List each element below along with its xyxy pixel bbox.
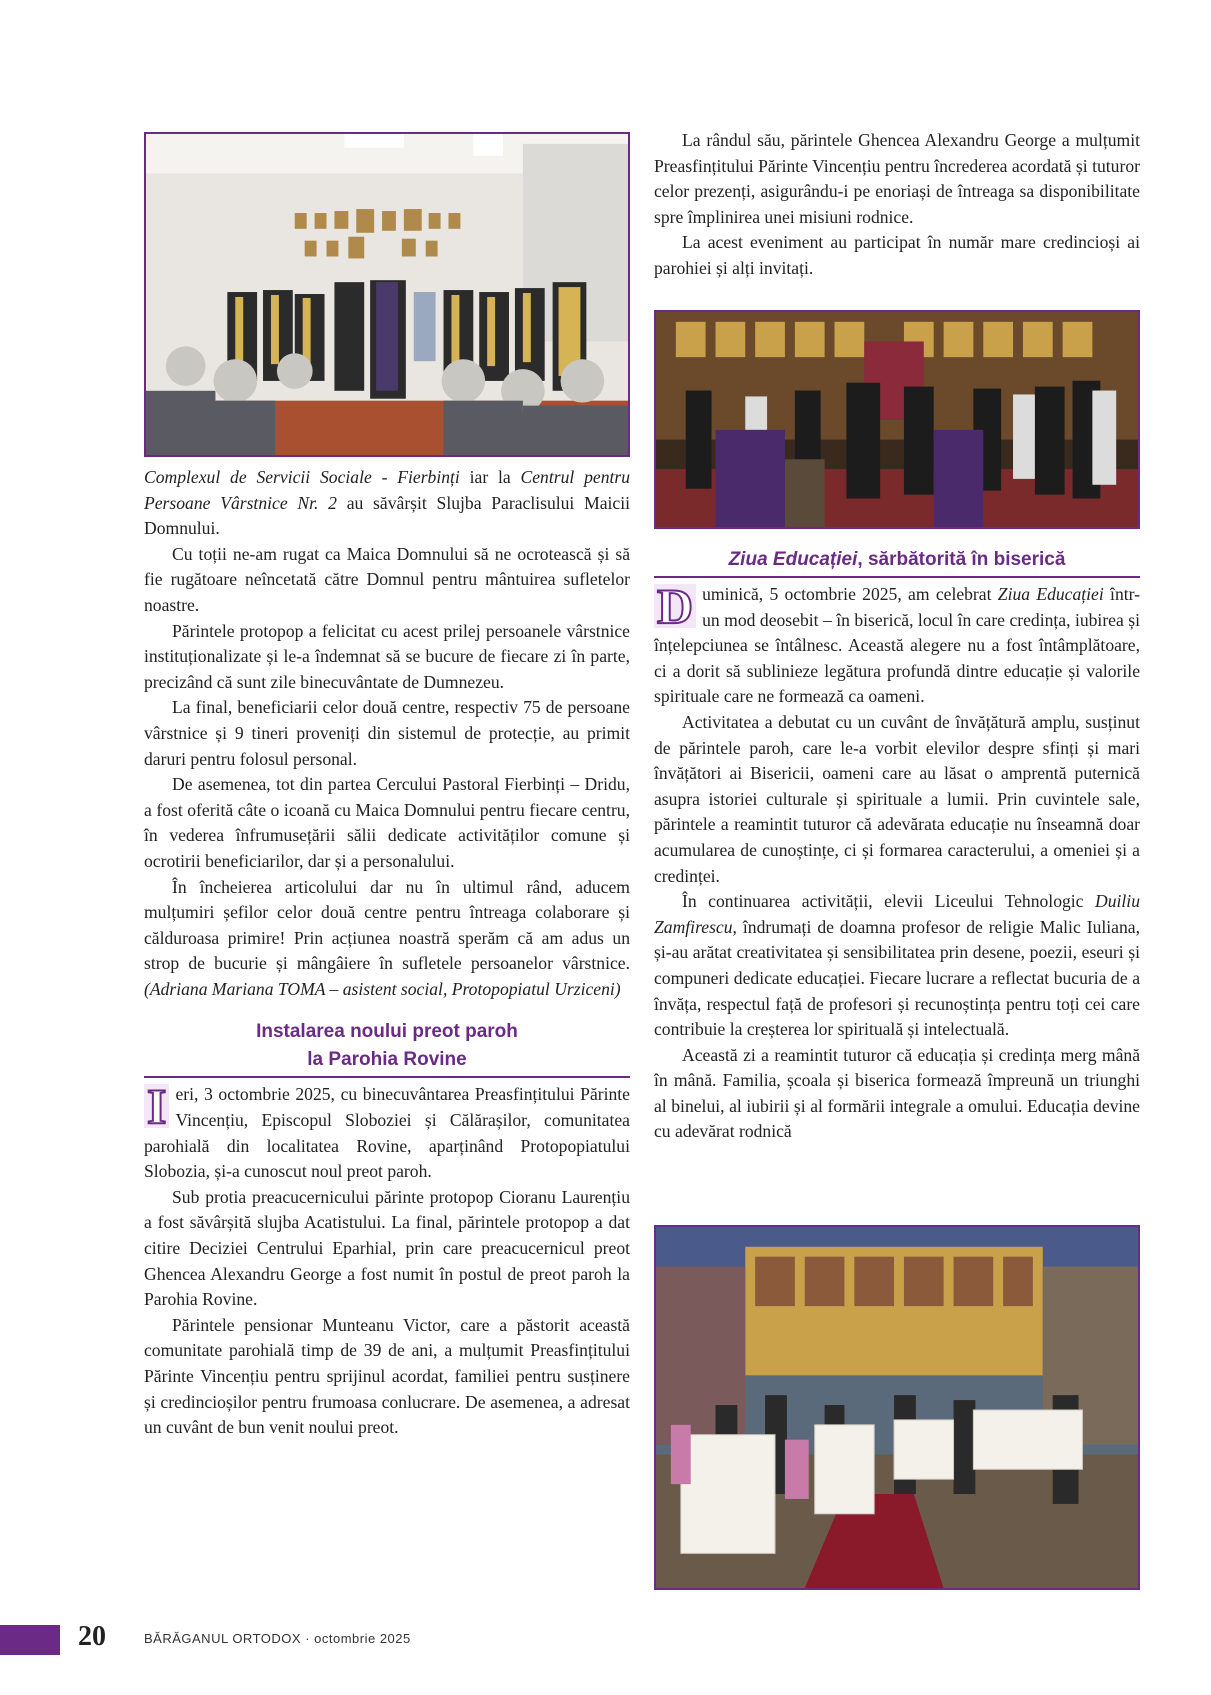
drop-cap: D <box>654 584 696 628</box>
paragraph: Sub protia preacucernicului părinte protopop Cioranu Laurențiu a fost săvârșită slujba Acatistului. La final, părintele protopop a dat citire Deciziei Centrului Eparhial, prin care preacucernicul preot Ghencea Alexandru George a fost numit în postul de preot paroh la Parohia Rovine. <box>144 1186 630 1310</box>
section-heading-rovine: Instalarea noului preot paroh la Parohia Rovine <box>144 1018 630 1078</box>
photo-caption-paraclis: Complexul de Servicii Sociale - Fierbinți iar la Centrul pentru Persoane Vârstnice Nr. 2 au săvârșit Slujba Paraclisului Maicii Domnului. <box>144 467 631 539</box>
paragraph: La acest eveniment au participat în număr mare credincioși ai parohiei și alți invitați. <box>654 232 1140 278</box>
section-heading-education: Ziua Educației, sărbătorită în biserică <box>654 546 1140 578</box>
photo-church-akathist <box>654 310 1140 529</box>
paragraph: Cu toții ne-am rugat ca Maica Domnului să ne ocrotească și să fie rugătoare neîncetată către Domnul pentru mântuirea sufletelor noastre. <box>144 543 630 615</box>
paragraph: De asemenea, tot din partea Cercului Pastoral Fierbinți – Dridu, a fost oferită câte o icoană cu Maica Domnului pentru fiecare centru, în vederea înfrumusețării sălii dedicate activităților comune și ocrotirii beneficiarilor, dar și a personalului. <box>144 774 630 871</box>
paragraph: În încheierea articolului dar nu în ultimul rând, aducem mulțumiri șefilor celor două centre pentru întreaga colaborare și călduroasa primire! Prin acțiunea noastră sperăm că am adus un strop de bucurie și mângâiere în sufletele persoanelor vârstnice. (Adriana Mariana TOMA – asistent social, Protopopiatul Urziceni) <box>144 876 630 999</box>
article-signature: (Adriana Mariana TOMA – asistent social, Protopopiatul Urziceni) <box>144 978 621 999</box>
paragraph: I eri, 3 octombrie 2025, cu binecuvântarea Preasfințitului Părinte Vincențiu, Episcopul Sloboziei și Călărașilor, comunitatea parohială din localitatea Rovine, aparținând Protopopiatului Slobozia, și-a cunoscut noul preot paroh. <box>144 1078 630 1182</box>
drop-cap: I <box>144 1084 169 1128</box>
page-number: 20 <box>78 1621 106 1652</box>
paragraph: Activitatea a debutat cu un cuvânt de învățătură amplu, susținut de părintele paroh, care le-a vorbit elevilor despre sfinți și mari învățători ai Bisericii, oameni care au lăsat o amprentă puternică asupra istoriei culturale și spirituale a lumii. Prin cuvintele sale, părintele a reamintit tuturor că adevărata educație nu înseamnă doar acumularea de cunoștințe, ci și formarea caracterului, a omeniei și a credinței. <box>654 711 1140 886</box>
footer-publication: BĂRĂGANUL ORTODOX · octombrie 2025 <box>144 1631 411 1646</box>
paragraph: În continuarea activității, elevii Liceului Tehnologic Duiliu Zamfirescu, îndrumați de doamna profesor de religie Malic Iuliana, și-au arătat creativitatea și sensibilitatea prin desene, poezii, eseuri și compuneri dedicate educației. Fiecare lucrare a reflectat bucuria de a învăța, respectul față de profesori și recunoștința pentru toți cei care contribuie la creșterea lor spirituală și intelectuală. <box>654 891 1140 1040</box>
paragraph: La rândul său, părintele Ghencea Alexandru George a mulțumit Preasfințitului Părinte Vincențiu pentru încrederea acordată și tuturor celor prezenți, asigurându-i pe enoriași de întreaga sa disponibilitate spre împlinirea unei misiuni rodnice. <box>654 130 1140 227</box>
paragraph: Părintele pensionar Munteanu Victor, care a păstorit această comunitate parohială timp de 39 de ani, a mulțumit Preasfințitului Părinte Vincențiu pentru sprijinul acordat, familiei pentru susținere și credincioșilor pentru frumoasa conlucrare. De asemenea, a adresat un cuvânt de bun venit noului preot. <box>144 1314 630 1438</box>
footer-accent-bar <box>0 1625 60 1655</box>
paragraph: Această zi a reamintit tuturor că educația și credința merg mână în mână. Familia, școala și biserica formează împreună un triunghi al binelui, al iubirii și al formării integrale a omului. Educația devine cu adevărat rodnică <box>654 1044 1140 1142</box>
photo-education-day-children <box>654 1225 1140 1590</box>
paragraph: La final, beneficiarii celor două centre, respectiv 75 de persoane vârstnice și 9 tineri proveniți din sistemul de protecție, au primit daruri pentru folosul personal. <box>144 697 630 769</box>
paragraph: Părintele protopop a felicitat cu acest prilej persoanele vârstnice instituționalizate și le-a îndemnat să se bucure de fiecare zi în parte, precizând că sunt zile binecuvântate de Dumnezeu. <box>144 620 630 692</box>
paragraph: D uminică, 5 octombrie 2025, am celebrat Ziua Educației într-un mod deosebit – în biserică, locul în care credința, iubirea și înțelepciunea se întâlnesc. Această alegere nu a fost întâmplătoare, ci a dorit să sublinieze legătura profundă dintre educație și valorile spirituale care ne formează ca oameni. <box>654 578 1140 707</box>
photo-paraclis-service <box>144 132 630 457</box>
